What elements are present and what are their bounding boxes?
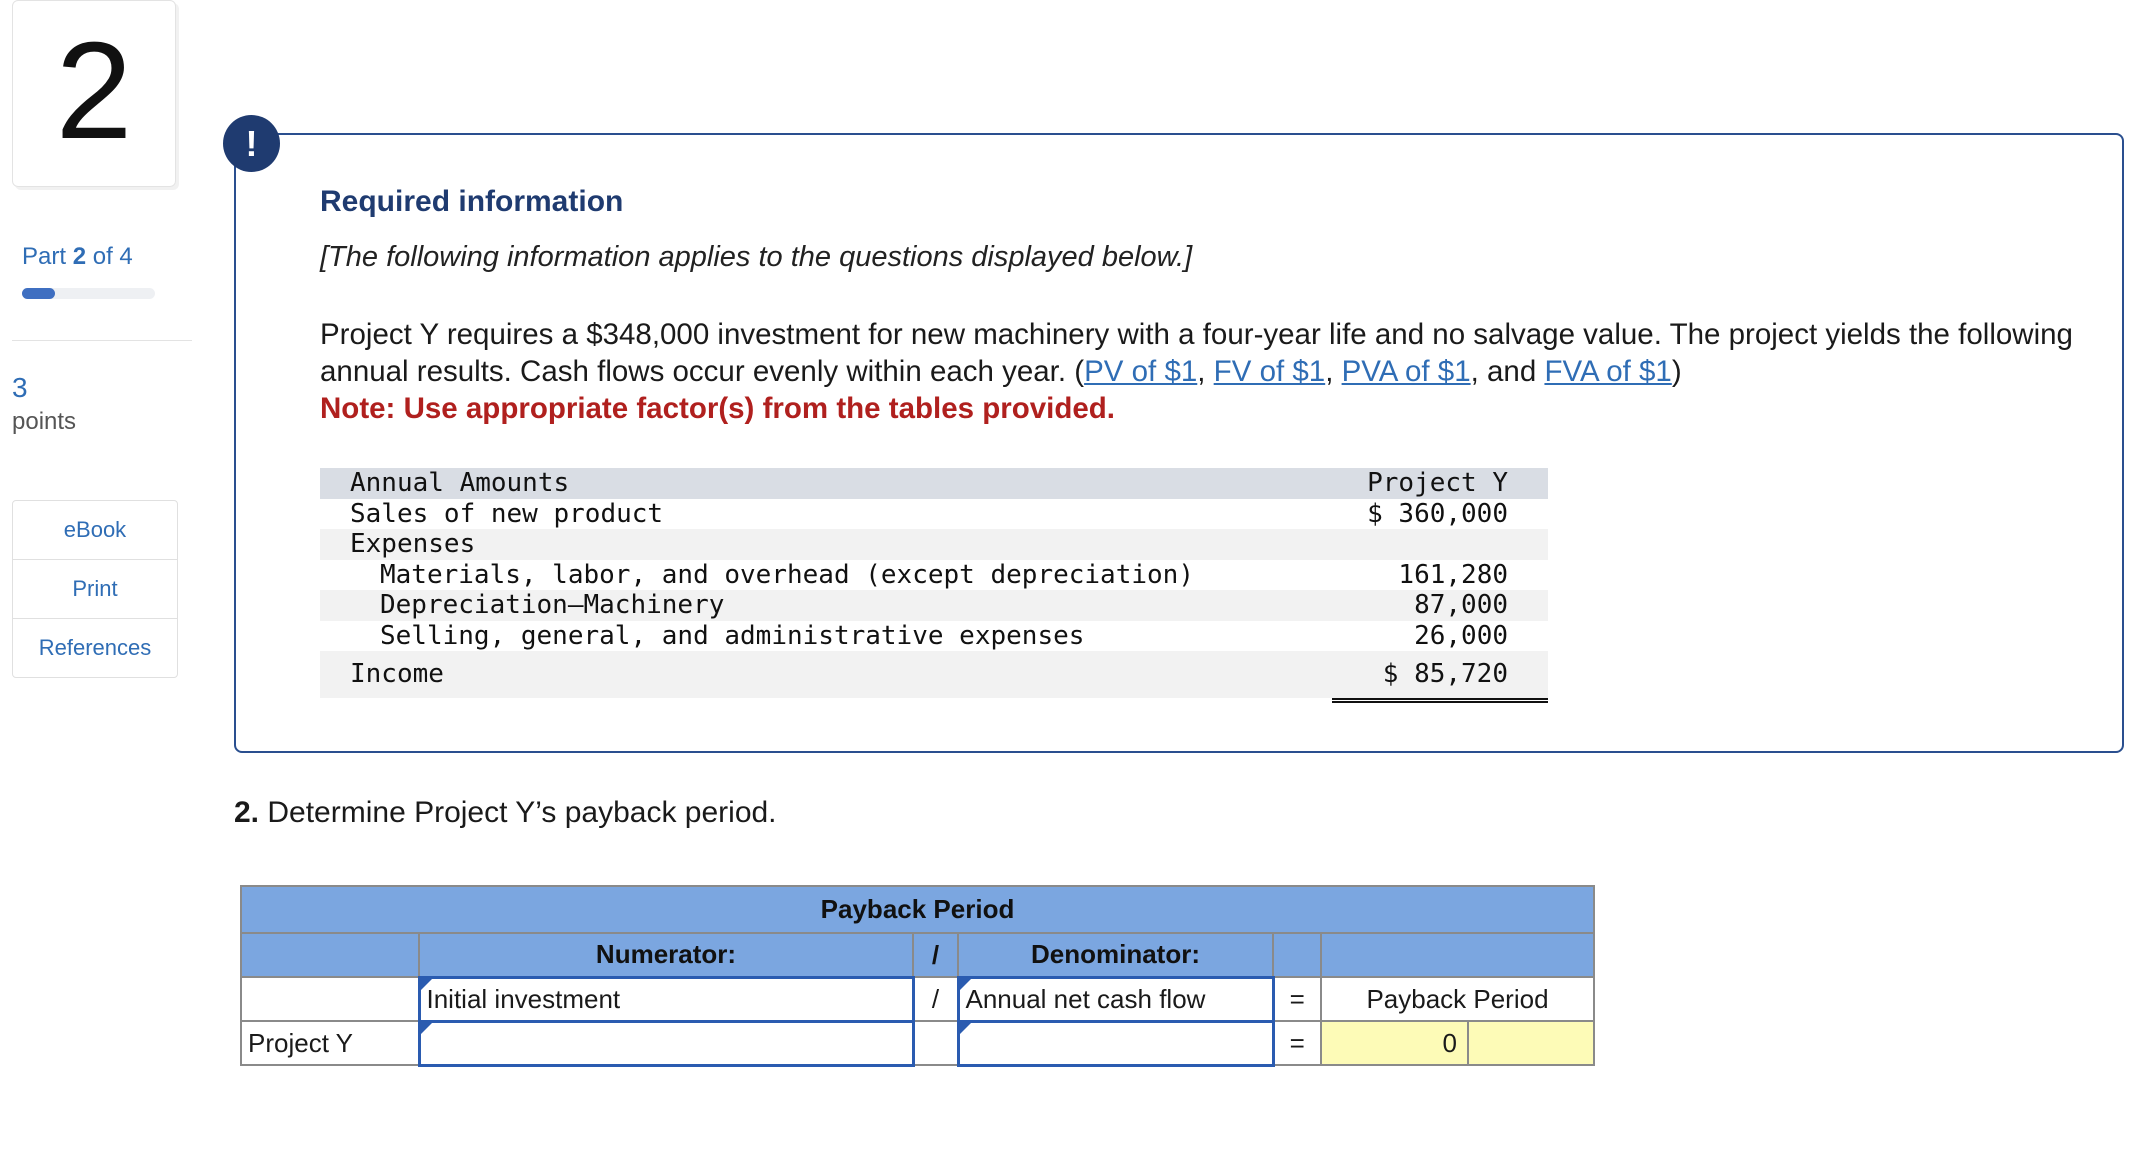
print-button[interactable]: Print	[13, 560, 177, 619]
divide-blank	[913, 1021, 958, 1065]
statement-header-row	[320, 468, 1548, 499]
part-of: of 4	[92, 243, 133, 270]
row-label: Selling, general, and administrative expenses	[380, 620, 1085, 651]
resource-tools	[12, 500, 178, 678]
denominator-label-field[interactable]	[958, 977, 1273, 1021]
required-info-title: Required information	[320, 185, 624, 218]
statement-income-row	[320, 651, 1548, 698]
row-label: Materials, labor, and overhead (except depreciation)	[380, 559, 1194, 590]
row-label: Depreciation—Machinery	[380, 590, 725, 620]
statement-row	[320, 621, 1548, 652]
row-value: 26,000	[1414, 620, 1508, 651]
part-progress-bar	[22, 288, 155, 299]
question-prompt	[234, 796, 777, 830]
row-value: 161,280	[1398, 559, 1508, 590]
statement-header-label: Annual Amounts	[350, 468, 570, 498]
numerator-header: Numerator:	[419, 933, 913, 977]
required-info-subtitle: [The following information applies to the questions displayed below.]	[320, 241, 1193, 273]
equals-header-blank	[1273, 933, 1321, 977]
part-indicator	[22, 243, 133, 271]
payback-unit-cell	[1468, 1021, 1594, 1065]
statement-row	[320, 590, 1548, 621]
denominator-header: Denominator:	[958, 933, 1273, 977]
part-prefix: Part	[22, 243, 67, 270]
references-button[interactable]: References	[38, 635, 152, 660]
link-separator: ,	[1197, 355, 1214, 388]
input-marker-icon	[960, 1023, 971, 1034]
question-number: 2	[55, 13, 133, 168]
input-marker-icon	[421, 979, 432, 990]
problem-text	[320, 316, 2120, 427]
row-value: $ 85,720	[1382, 659, 1508, 689]
result-header-blank	[1321, 933, 1594, 977]
statement-row	[320, 499, 1548, 530]
row-label: Income	[350, 659, 444, 689]
input-marker-icon	[960, 979, 971, 990]
points-label: points	[12, 408, 77, 435]
payback-table-title: Payback Period	[241, 886, 1594, 933]
problem-close: )	[1671, 355, 1682, 388]
points-value: 3	[12, 372, 28, 403]
pva-table-link[interactable]: PVA of $1	[1341, 355, 1471, 388]
header-blank	[241, 933, 419, 977]
numerator-label-field[interactable]	[419, 977, 913, 1021]
rail-divider	[12, 340, 192, 341]
fv-table-link[interactable]: FV of $1	[1213, 355, 1326, 388]
denominator-input[interactable]	[958, 1021, 1273, 1065]
numerator-input[interactable]	[419, 1021, 913, 1065]
question-number-box	[12, 0, 176, 187]
note-text: Note: Use appropriate factor(s) from the tables provided.	[320, 392, 1115, 425]
statement-row	[320, 529, 1548, 560]
input-marker-icon	[421, 1023, 432, 1034]
ebook-button[interactable]: eBook	[13, 501, 177, 560]
fva-table-link[interactable]: FVA of $1	[1544, 355, 1672, 388]
alert-icon: !	[223, 115, 280, 172]
payback-period-table	[240, 885, 1595, 1067]
part-current: 2	[72, 243, 87, 270]
row-label-project-y: Project Y	[241, 1021, 419, 1065]
problem-body: Project Y requires a $348,000 investment for new machinery with a four-year life and no salvage value. The project yields the following annual results. Cash flows occur evenly within each year. (	[320, 318, 2073, 388]
divide-sign: /	[913, 977, 958, 1021]
equals-sign: =	[1273, 977, 1321, 1021]
link-separator: ,	[1325, 355, 1342, 388]
question-part-number: 2.	[234, 796, 260, 829]
statement-row	[320, 560, 1548, 591]
statement-header-column: Project Y	[1367, 468, 1508, 498]
result-label: Payback Period	[1321, 977, 1594, 1021]
pv-table-link[interactable]: PV of $1	[1084, 355, 1198, 388]
row-value: 87,000	[1414, 590, 1508, 620]
denominator-label: Annual net cash flow	[965, 983, 1206, 1014]
row-label: Expenses	[350, 529, 476, 559]
row-value: $ 360,000	[1367, 498, 1508, 529]
equals-sign: =	[1273, 1021, 1321, 1065]
question-text: Determine Project Y’s payback period.	[259, 796, 777, 829]
part-progress-fill	[22, 288, 55, 299]
link-separator: , and	[1470, 355, 1545, 388]
numerator-label: Initial investment	[426, 983, 621, 1014]
income-statement	[320, 468, 1548, 698]
row-label: Sales of new product	[350, 498, 664, 529]
payback-result: 0	[1321, 1021, 1468, 1065]
divide-header: /	[913, 933, 958, 977]
label-blank	[241, 977, 419, 1021]
